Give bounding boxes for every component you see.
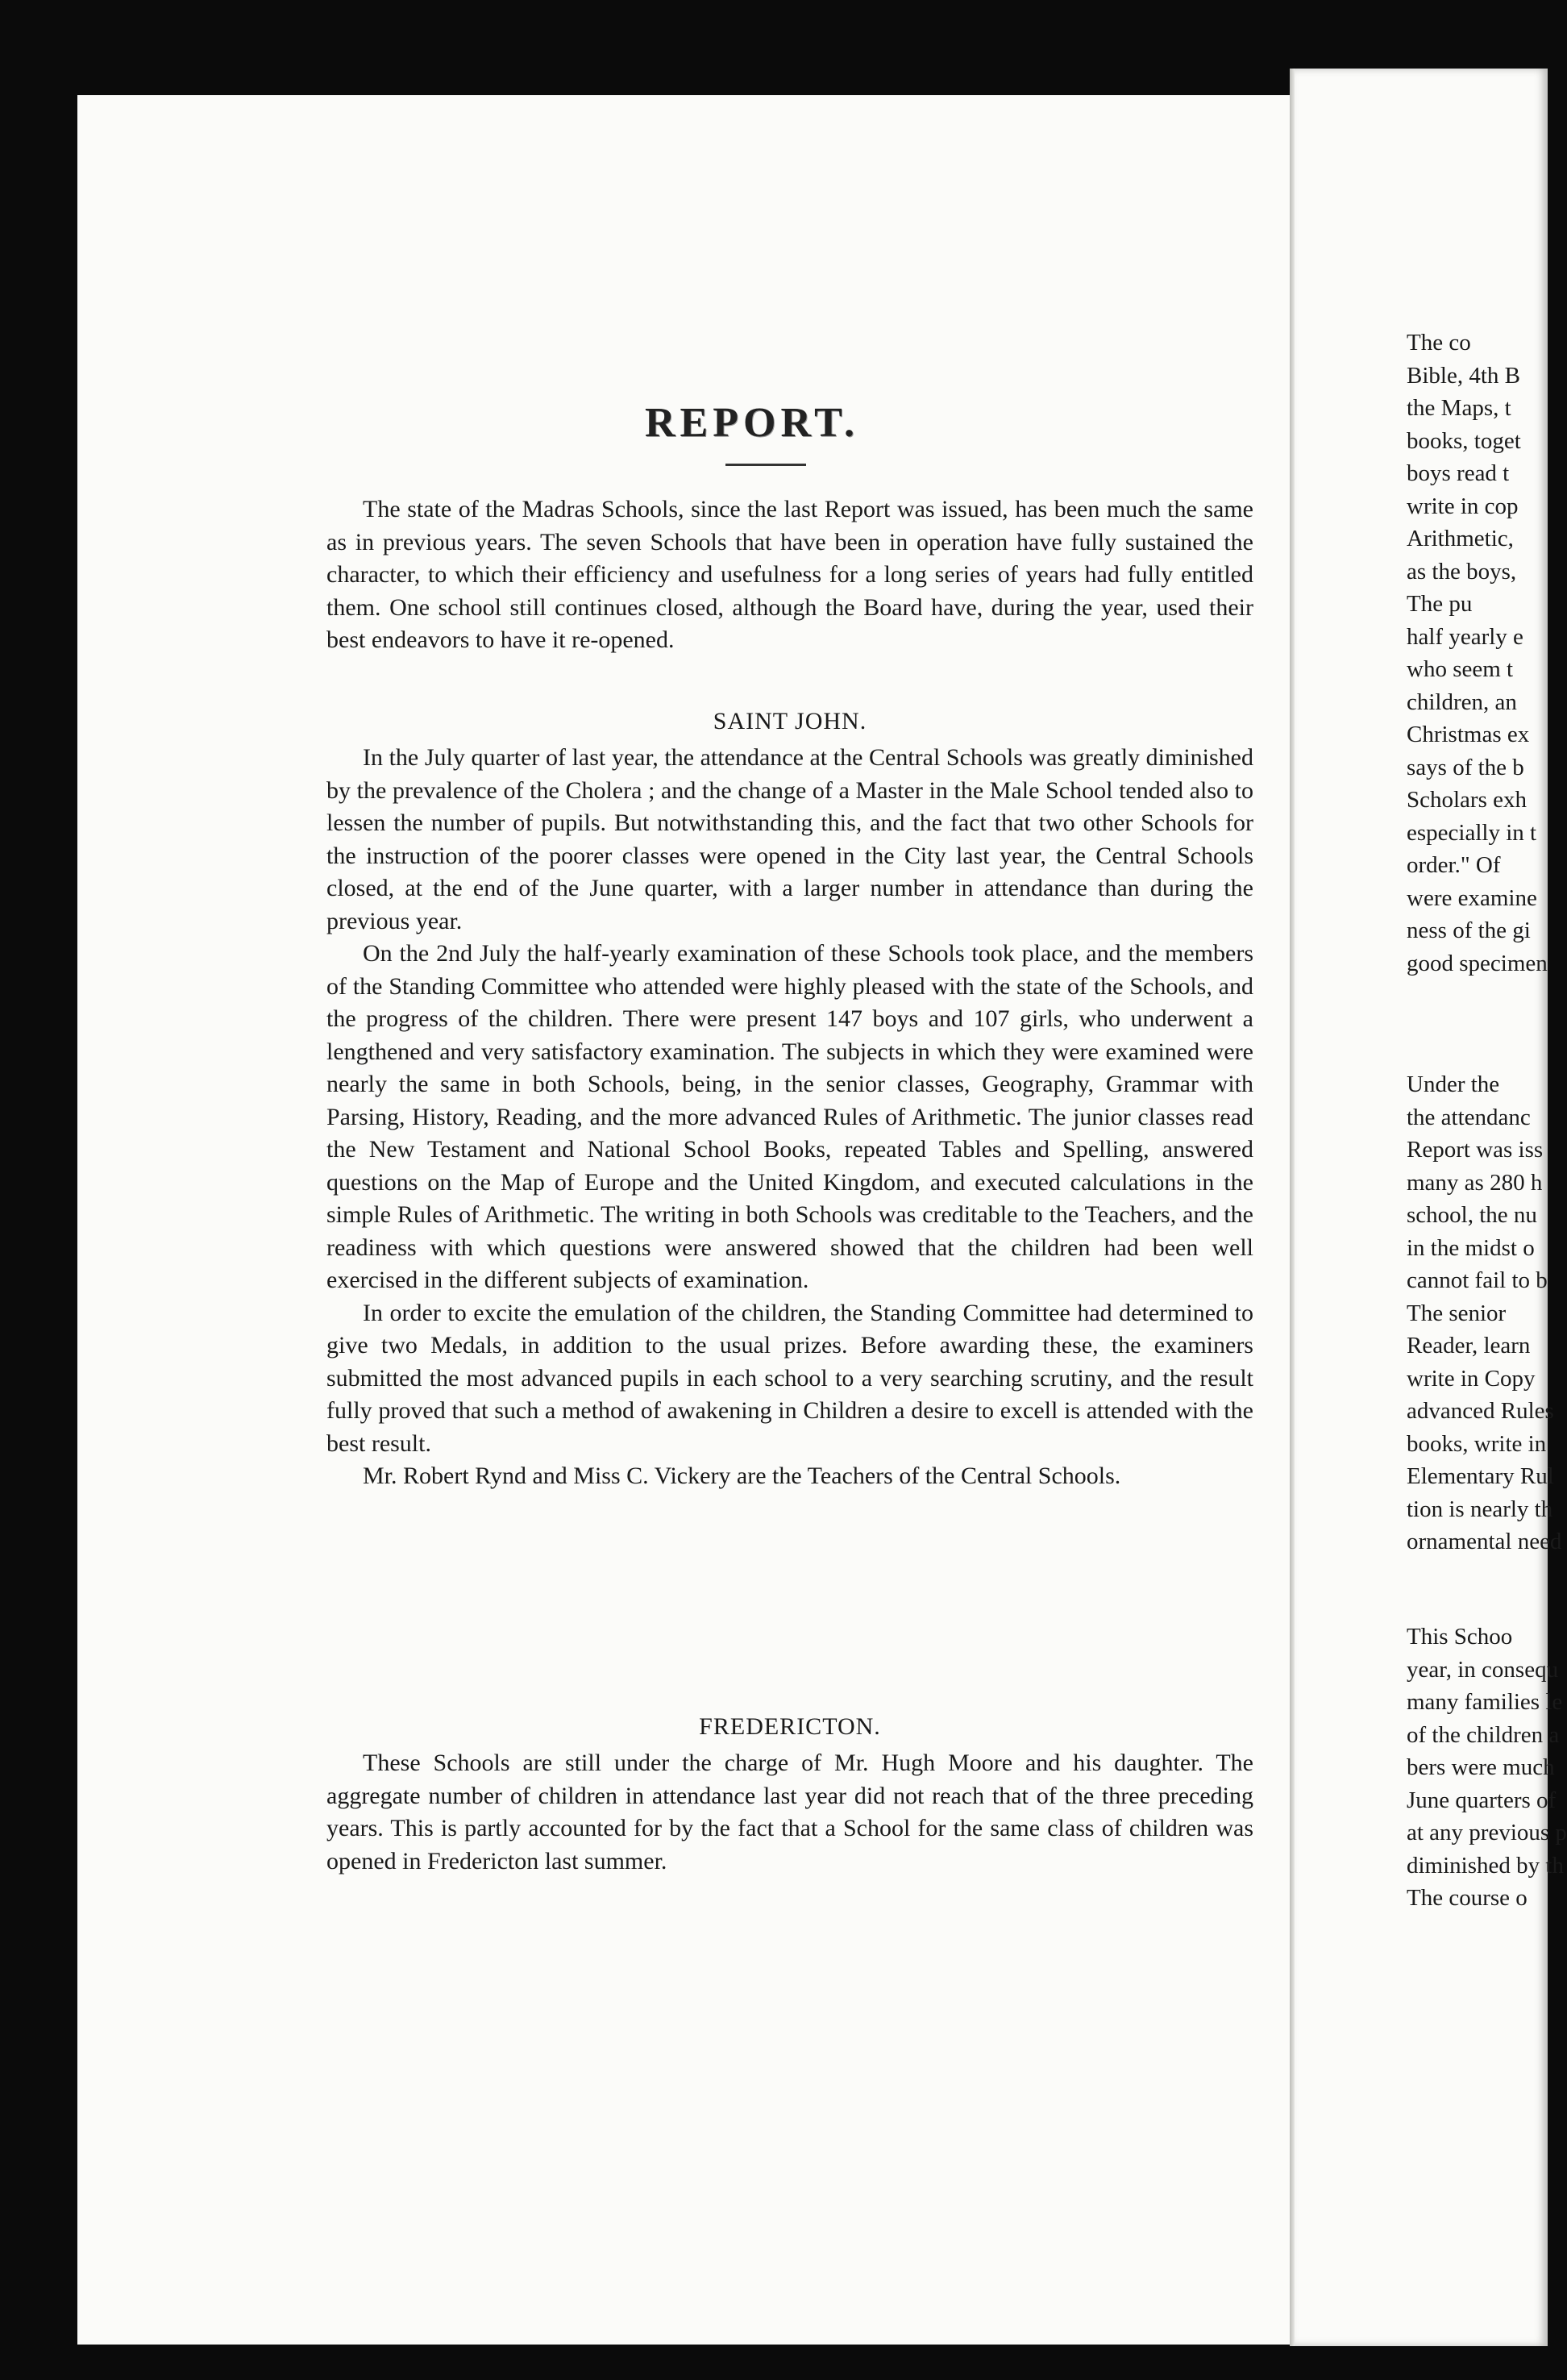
right-line: cannot fail to b <box>1407 1267 1548 1293</box>
right-line: tion is nearly th <box>1407 1496 1553 1522</box>
intro-paragraph: The state of the Madras Schools, since the last Report was issued, has been much the same as in previous years. The seven Schools that have been in operation have fully sustained the character, to which their efficiency and usefulness for a long series of years had fully entitled them. One school still continues closed, although the Board have, during the year, used their best endeavors to have it re-opened. <box>326 496 1253 653</box>
fredericton-block <box>326 1747 1253 1878</box>
right-line: the attendanc <box>1407 1104 1531 1130</box>
right-line: children, an <box>1407 689 1517 715</box>
right-line: The co <box>1407 330 1471 356</box>
right-line: This Schoo <box>1407 1624 1513 1650</box>
right-line: at any previous p <box>1407 1820 1567 1845</box>
right-line: ornamental need <box>1407 1529 1562 1554</box>
right-line: Christmas ex <box>1407 722 1530 747</box>
saint-john-paragraph-3: In order to excite the emulation of the children, the Standing Committee had determined to give two Medals, in addition to the usual prizes. Before awarding these, the examiners submitted the most advanced pupils in each school to a very searching scrutiny, and the result fully proved that such a method of awakening in Children a desire to excell is attended with the best result. <box>326 1299 1253 1457</box>
saint-john-block <box>326 742 1253 1493</box>
right-column-block-1 <box>1407 327 1548 980</box>
right-line: of the children a <box>1407 1721 1560 1748</box>
right-line: The course o <box>1407 1885 1528 1911</box>
right-line: especially in t <box>1407 819 1537 846</box>
right-line: Bible, 4th B <box>1407 362 1520 389</box>
right-line: boys read t <box>1407 460 1510 486</box>
right-line: write in cop <box>1407 493 1519 519</box>
right-line: Report was iss <box>1407 1137 1544 1163</box>
right-line: The senior <box>1407 1300 1507 1326</box>
right-column-block-3 <box>1407 1621 1567 1915</box>
right-line: June quarters of <box>1407 1787 1557 1813</box>
saint-john-paragraph-1: In the July quarter of last year, the attendance at the Central Schools was greatly diminished by the prevalence of the Cholera ; and the change of a Master in the Male School tended also to lessen the number of pupils. But notwithstanding this, and the fact that two other Schools for the instruction of the poorer classes were opened in the City last year, the Central Schools closed, at the end of the June quarter, with a larger number in attendance than during the previous year. <box>326 744 1253 934</box>
right-line: diminished by th <box>1407 1852 1564 1879</box>
right-line: school, the nu <box>1407 1202 1537 1228</box>
right-line: the Maps, t <box>1407 395 1511 421</box>
right-line: half yearly e <box>1407 623 1523 650</box>
right-line: in the midst o <box>1407 1234 1535 1261</box>
saint-john-paragraph-4: Mr. Robert Rynd and Miss C. Vickery are the Teachers of the Central Schools. <box>363 1463 1121 1489</box>
fredericton-paragraph: These Schools are still under the charge of Mr. Hugh Moore and his daughter. The aggregate number of children in attendance last year did not reach that of the three preceding years. This is partly accounted for by the fact that a School for the same class of children was opened in Fredericton last summer. <box>326 1750 1253 1874</box>
heading-saint-john: SAINT JOHN. <box>713 708 867 734</box>
right-line: The pu <box>1407 591 1473 617</box>
saint-john-paragraph-2: On the 2nd July the half-yearly examination of these Schools took place, and the members of the Standing Committee who attended were highly pleased with the state of the Schools, and the progress of the children. There were present 147 boys and 107 girls, who underwent a lengthened and very satisfactory examination. The subjects in which they were examined were nearly the same in both Schools, being, in the senior classes, Geography, Grammar with Parsing, History, Reading, and the more advanced Rules of Arithmetic. The junior classes read the New Testament and National School Books, repeated Tables and Spelling, answered questions on the Map of Europe and the United Kingdom, and executed calculations in the simple Rules of Arithmetic. The writing in both Schools was creditable to the Teachers, and the readiness with which questions were answered showed that the children had been well exercised in the different subjects of examination. <box>326 940 1253 1293</box>
report-title: REPORT. <box>645 400 859 446</box>
heading-fredericton: FREDERICTON. <box>699 1713 881 1740</box>
title-rule <box>725 464 806 466</box>
right-line: ness of the gi <box>1407 917 1531 943</box>
right-line: write in Copy <box>1407 1365 1536 1392</box>
right-line: bers were much <box>1407 1754 1555 1780</box>
right-line: Arithmetic, <box>1407 526 1514 551</box>
right-line: books, write in <box>1407 1430 1547 1457</box>
right-line: books, toget <box>1407 427 1521 454</box>
right-line: as the boys, <box>1407 558 1517 585</box>
right-column-block-2 <box>1407 1068 1562 1558</box>
right-line: Under the <box>1407 1071 1500 1097</box>
right-line: many as 280 h <box>1407 1169 1543 1196</box>
right-line: good specimen <box>1407 950 1548 976</box>
right-line: Reader, learn <box>1407 1333 1531 1359</box>
right-line: year, in consequ <box>1407 1656 1559 1683</box>
right-line: advanced Rules <box>1407 1398 1554 1424</box>
right-line: order." Of <box>1407 852 1501 878</box>
right-line: many families le <box>1407 1689 1563 1715</box>
right-line: were examine <box>1407 884 1537 911</box>
intro-block <box>326 493 1253 657</box>
right-line: says of the b <box>1407 754 1524 780</box>
right-line: Elementary Rul <box>1407 1463 1554 1489</box>
right-line: Scholars exh <box>1407 787 1527 813</box>
right-line: who seem t <box>1407 656 1514 682</box>
